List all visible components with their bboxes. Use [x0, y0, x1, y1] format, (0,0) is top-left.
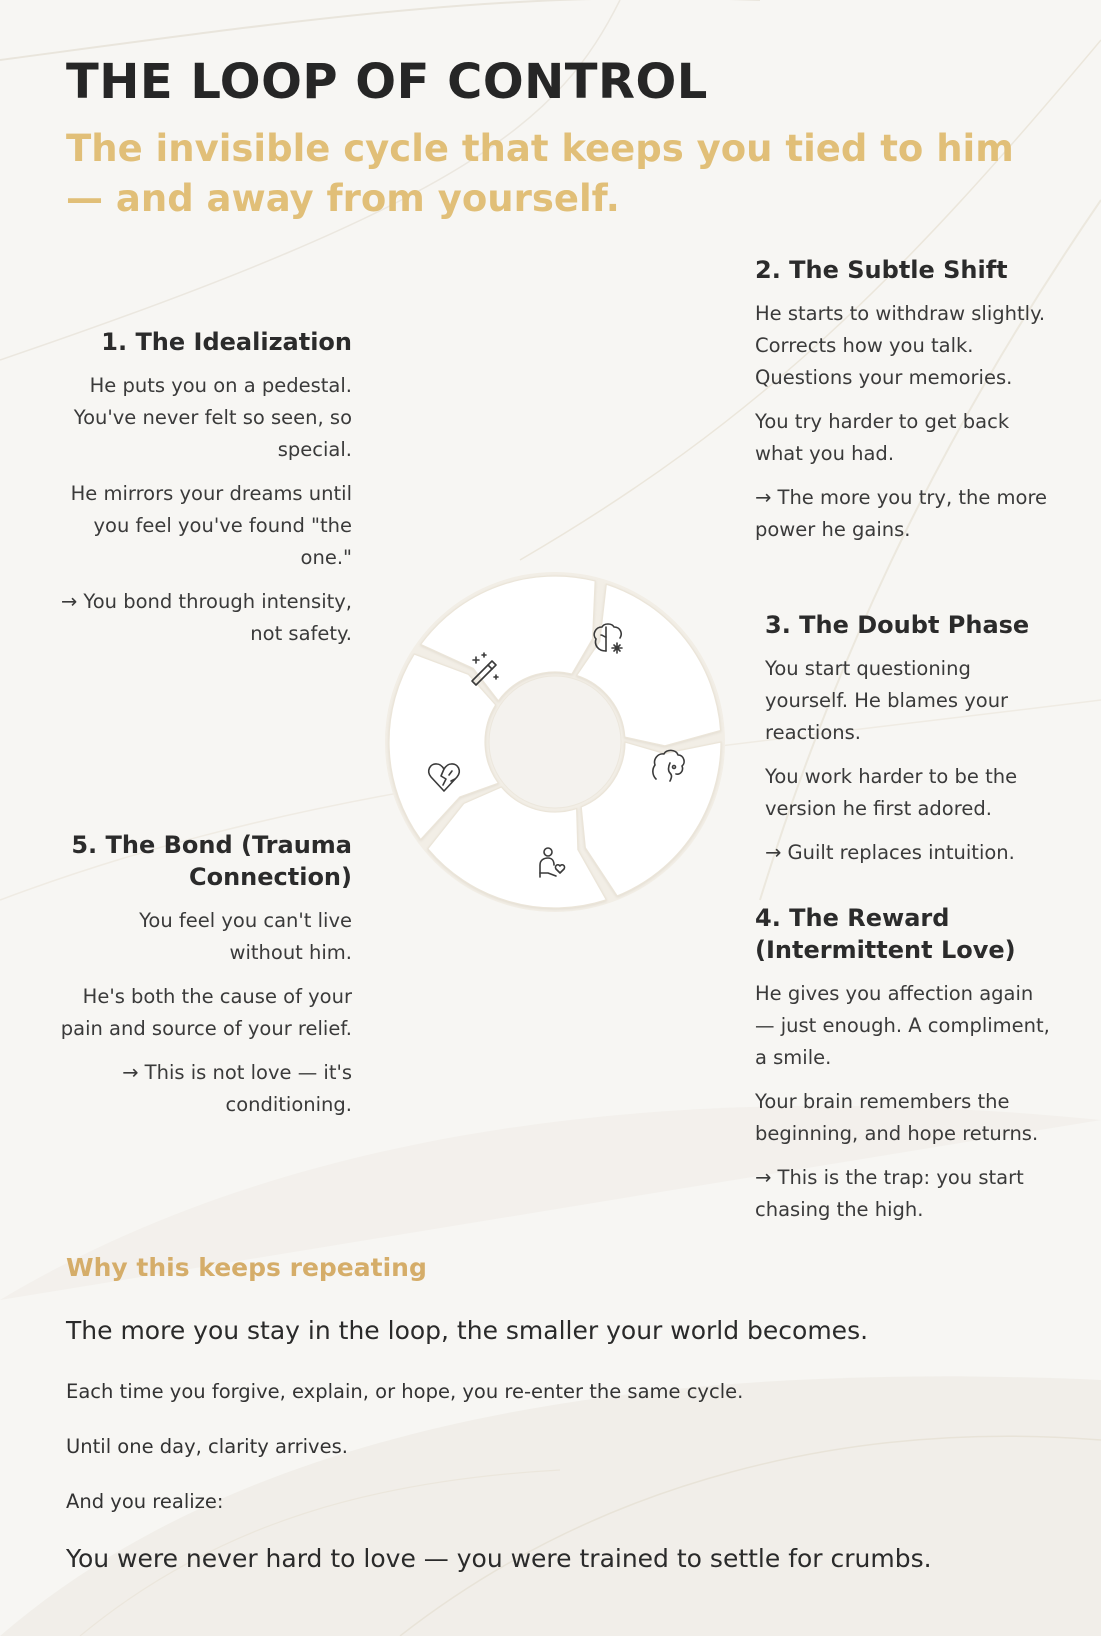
step-title: 2. The Subtle Shift — [755, 256, 1008, 284]
step-text: He starts to withdraw slightly. Corrects how you talk. Questions your memories. — [755, 302, 1046, 389]
step-text: You work harder to be the version he first adored. — [765, 765, 1018, 820]
step-takeaway: → The more you try, the more power he gains. — [755, 486, 1048, 541]
wheel-center — [489, 676, 621, 808]
step-bond — [60, 829, 352, 1133]
step-text: He puts you on a pedestal. You've never felt so seen, so special. — [73, 374, 352, 461]
why-heading: Why this keeps repeating — [66, 1253, 427, 1282]
step-takeaway: → Guilt replaces intuition. — [765, 841, 1015, 864]
step-idealization — [60, 326, 352, 662]
why-paragraph: Until one day, clarity arrives. — [66, 1435, 348, 1458]
step-text: He mirrors your dreams until you feel you've found "the one." — [70, 482, 352, 569]
why-lead: The more you stay in the loop, the smaller your world becomes. — [66, 1316, 869, 1345]
step-takeaway: → This is the trap: you start chasing the high. — [755, 1166, 1024, 1221]
cycle-wheel — [382, 569, 728, 915]
step-title: 4. The Reward (Intermittent Love) — [755, 904, 1016, 964]
step-reward — [755, 902, 1055, 1238]
step-title: 5. The Bond (Trauma Connection) — [71, 831, 352, 891]
why-paragraph: And you realize: — [66, 1490, 224, 1513]
step-takeaway: → You bond through intensity, not safety. — [60, 590, 352, 645]
step-text: You start questioning yourself. He blames your reactions. — [765, 657, 1009, 744]
step-text: He's both the cause of your pain and source of your relief. — [60, 985, 352, 1040]
closing-statement: You were never hard to love — you were trained to settle for crumbs. — [66, 1544, 932, 1573]
step-text: You try harder to get back what you had. — [755, 410, 1010, 465]
step-text: You feel you can't live without him. — [139, 909, 352, 964]
page-subtitle: The invisible cycle that keeps you tied to him — and away from yourself. — [66, 127, 1014, 220]
step-doubt-phase — [765, 609, 1055, 881]
step-title: 1. The Idealization — [101, 328, 352, 356]
step-text: He gives you affection again — just enough. A compliment, a smile. — [755, 982, 1050, 1069]
step-text: Your brain remembers the beginning, and hope returns. — [755, 1090, 1039, 1145]
step-subtle-shift — [755, 254, 1055, 558]
page-title: THE LOOP OF CONTROL — [66, 54, 708, 110]
step-title: 3. The Doubt Phase — [765, 611, 1030, 639]
why-paragraph: Each time you forgive, explain, or hope, you re-enter the same cycle. — [66, 1380, 744, 1403]
step-takeaway: → This is not love — it's conditioning. — [122, 1061, 352, 1116]
